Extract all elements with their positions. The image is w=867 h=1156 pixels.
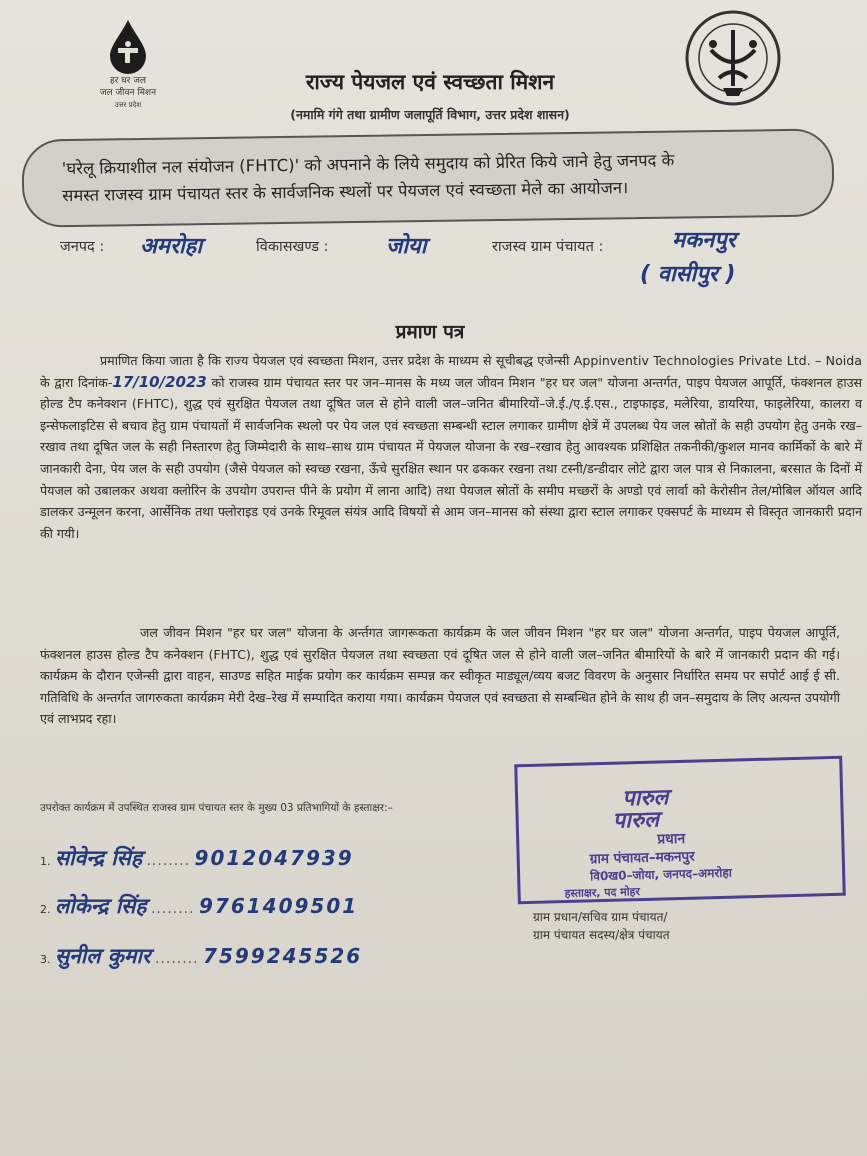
pradhan-stamp — [514, 756, 846, 905]
water-drop-icon — [106, 18, 150, 74]
event-banner — [21, 128, 834, 227]
stamp-signature: पारुल — [621, 785, 669, 812]
signature-phone: 9012047939 — [194, 846, 354, 870]
signature-name: सोवेन्द्र सिंह — [54, 846, 143, 870]
up-government-seal — [683, 8, 783, 108]
p2-text: जल जीवन मिशन "हर घर जल" योजना के अर्न्तगत जागरूकता कार्यक्रम के जल जीवन मिशन "हर घर जल" योजना अन्तर्गत, पाइप पेयजल आपूर्ति, फंक्शनल हाउस होल्ड टैप कनेक्शन (FHTC), शुद्ध एवं सुरक्षित पेयजल तथा स्वच्छता एवं दूषित जल से होने वाली जल–जनित बीमारियों के बारे में जानकारी प्रदान की गई। कार्यक्रम के दौरान एजेन्सी द्वारा वाहन, साउण्ड सहित माईक प्रयोग कर कार्यक्रम सम्पन्न कर स्वीकृत माड्यूल/व्यय बजट विवरण के अनुसार निर्धारित समय पर सपोर्ट आई ई सी. गतिविधि के अन्तर्गत जागरुकता कार्यक्रम मेरी देख–रेख में सम्पादित कराया गया। कार्यक्रम पेयजल एवं स्वच्छता से सम्बन्धित होने के साथ ही जन–समुदाय के लिए अत्यन्त उपयोगी एवं लाभप्रद रहा। — [40, 625, 840, 727]
seal-emblem-icon — [683, 8, 783, 108]
role-line-2: ग्राम पंचायत सदस्य/क्षेत्र पंचायत — [533, 928, 670, 942]
logo-tagline-2: जल जीवन मिशन — [99, 88, 157, 98]
banner-line-1: 'घरेलू क्रियाशील नल संयोजन (FHTC)' को अपनाने के लिये समुदाय को प्रेरित किये जाने हेतु जनपद के — [61, 150, 675, 179]
signature-dots: ........ — [154, 951, 199, 967]
signature-dots: ........ — [146, 853, 191, 869]
signature-number: 2. — [40, 903, 51, 916]
certificate-title: प्रमाण पत्र — [395, 321, 465, 343]
janpad-value: अमरोहा — [140, 234, 203, 259]
stamp-caption: हस्ताक्षर, पद मोहर — [564, 885, 641, 901]
gram-panchayat-label: राजस्व ग्राम पंचायत : — [492, 239, 604, 255]
banner-text — [62, 145, 823, 210]
signatures-intro: उपरोक्त कार्यक्रम में उपस्थित राजस्व ग्राम पंचायत स्तर के मुख्य 03 प्रतिभागियों के हस्ताक्षर:– — [40, 802, 393, 814]
stamp-signature-2: पारुल — [612, 807, 660, 834]
janpad-label: जनपद : — [60, 239, 105, 255]
signature-number: 3. — [40, 953, 51, 966]
logo-tagline-1: हर घर जल — [110, 76, 146, 86]
p1-text-after-date: को राजस्व ग्राम पंचायत स्तर पर जन–मानस के मध्य जल जीवन मिशन "हर घर जल" योजना अन्तर्गत, पाइप पेयजल आपूर्ति, फंक्शनल हाउस होल्ड टैप कनेक्शन (FHTC), शुद्ध एवं सुरक्षित पेयजल तथा दूषित जल से होने वाली जल–जनित बीमारियों–जे.ई./ए.ई.एस., टाइफाइड, मलेरिया, डायरिया, फाइलेरिया, कालरा व इन्सेफलाइटिस से बचाव हेतु ग्राम पंचायतों में सार्वजनिक स्थलो पर पेय जल एवं स्वच्छता सम्बन्धी स्टाल लगाकर ग्रामीण क्षेत्रें में उपलब्ध पेय जल स्रोतों के सही उपयोग हेतु उनके रख–रखाव तथा दूषित जल के सही निस्तारण हेतु जिम्मेदारी के साथ–साथ ग्राम पंचायत में पेयजल योजना के रख–रखाव हेतु आवश्यक प्रशिक्षित तकनीकी/कुशल मानव कार्मिकों के बारे में जानकारी देना, पेय जल के सही उपयोग (जैसे पेयजल को स्वच्छ रखना, ऊँचे सुरक्षित स्थान पर ढककर रखना तथा टस्नी/डन्डीदार लोटे द्वारा जल पात्र से निकालना, बरसात के दिनों में पेयजल को उबालकर अथवा क्लोरिन के उपयोग उपरान्त पीने के प्रयोग में लाना आदि) तथा पेयजल स्रोतों के समीप मच्छरों के अण्डो एवं लार्वा को केरोसीन तेल/मोबिल ऑयल आदि डालकर उन्मूलन करना, आर्सेनिक तथा फ्लोराइड एवं उनके रिमूवल संयंत्र आदि विषयों से आम जन–मानस को संस्था द्वारा स्टाल लगाकर एक्सपर्ट के माध्यम से विस्तृत जानकारी प्रदान की गयी। — [40, 374, 863, 541]
vikas-value: जोया — [386, 234, 427, 259]
event-date: 17/10/2023 — [112, 372, 207, 391]
stamp-block-district: वि0ख0–जोया, जनपद–अमरोहा — [589, 865, 733, 884]
signatory-role — [533, 908, 753, 944]
vikas-label: विकासखण्ड : — [256, 239, 329, 255]
signature-name: लोकेन्द्र सिंह — [54, 894, 147, 918]
role-line-1: ग्राम प्रधान/सचिव ग्राम पंचायत/ — [533, 910, 668, 924]
signature-phone: 7599245526 — [203, 944, 363, 968]
gram-panchayat-value-2: ( वासीपुर ) — [640, 262, 736, 287]
signature-number: 1. — [40, 855, 51, 868]
signature-row — [40, 892, 358, 920]
signature-name: सुनील कुमार — [54, 944, 151, 968]
logo-tagline-3: उत्तर प्रदेश — [114, 101, 142, 109]
stamp-designation: प्रधान — [657, 830, 686, 848]
page-title: राज्य पेयजल एवं स्वच्छता मिशन — [305, 70, 555, 94]
p1-text-before-date: प्रमाणित किया जाता है कि राज्य पेयजल एवं स्वच्छता मिशन, उत्तर प्रदेश के माध्यम से सूचीबद्ध एजेन्सी Appinventiv Technologies Private Ltd. – Noida के द्वारा दिनांक- — [40, 353, 862, 390]
signature-row — [40, 844, 354, 872]
banner-line-2: समस्त राजस्व ग्राम पंचायत स्तर के सार्वजनिक स्थलों पर पेयजल एवं स्वच्छता मेले का आयोजन। — [62, 178, 629, 206]
jal-jeevan-mission-logo — [88, 18, 168, 110]
gram-panchayat-value: मकनपुर — [672, 228, 736, 253]
signature-dots: ........ — [150, 901, 195, 917]
page-subtitle: (नमामि गंगे तथा ग्रामीण जलापूर्ति विभाग, उत्तर प्रदेश शासन) — [290, 107, 570, 122]
stamp-panchayat: ग्राम पंचायत–मकनपुर — [589, 848, 695, 868]
certificate-paragraph-2 — [40, 622, 840, 730]
signature-row — [40, 942, 362, 970]
certificate-paragraph-1 — [40, 350, 862, 544]
signature-phone: 9761409501 — [199, 894, 359, 918]
